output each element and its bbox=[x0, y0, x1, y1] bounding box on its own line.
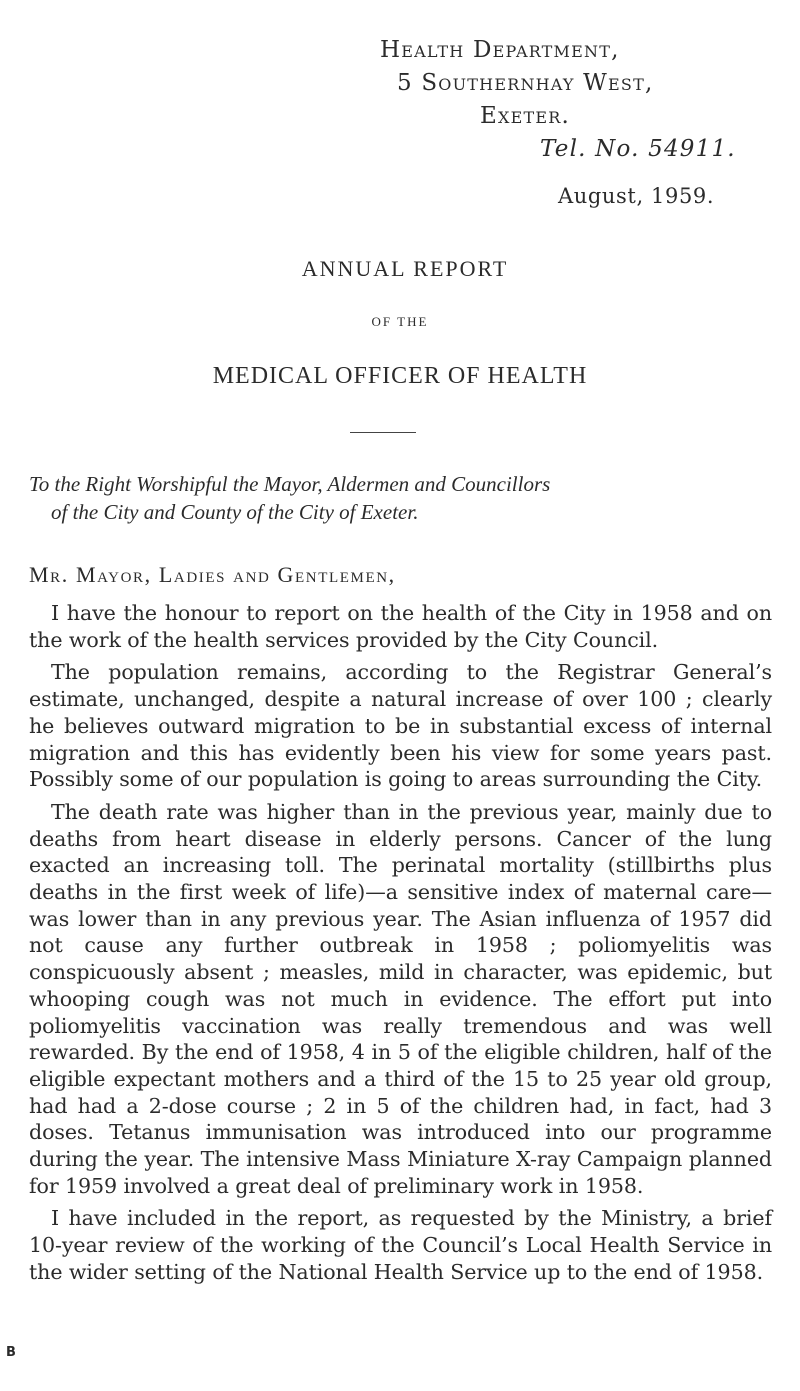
paragraph-ten-year-review: I have included in the report, as requested by the Ministry, a brief 10-year review of the working of the Council’s Local Health Service in the wider setting of the National Health Service up to the end of 1958. bbox=[29, 1206, 772, 1284]
title-annual-report: ANNUAL REPORT bbox=[301, 256, 509, 281]
title-divider bbox=[350, 432, 416, 433]
address-line-telephone: Tel. No. 54911. bbox=[540, 136, 736, 162]
title-medical-officer: MEDICAL OFFICER OF HEALTH bbox=[212, 363, 588, 389]
address-line-department: Health Department, bbox=[380, 37, 620, 63]
report-body bbox=[29, 600, 772, 1292]
report-date: August, 1959. bbox=[558, 184, 715, 208]
paragraph-honour: I have the honour to report on the health of the City in 1958 and on the work of the health services provided by the City Council. bbox=[29, 601, 772, 652]
sender-address bbox=[380, 34, 740, 166]
paragraph-death-rate: The death rate was higher than in the previous year, mainly due to deaths from heart disease in elderly persons. Cancer of the lung exacted an increasing toll. The perinatal mortality (stillbirths plus deaths in the first week of life)—a sensitive index of maternal care—was lower than in any previous year. The Asian influenza of 1957 did not cause any further outbreak in 1958 ; poliomyelitis was conspicuously absent ; measles, mild in character, was epidemic, but whooping cough was not much in evidence. The effort put into poliomyelitis vaccination was really tremendous and was well rewarded. By the end of 1958, 4 in 5 of the eligible children, half of the eligible expectant mothers and a third of the 15 to 25 year old group, had had a 2-dose course ; 2 in 5 of the children had, in fact, had 3 doses. Tetanus immunisation was introduced into our programme during the year. The intensive Mass Miniature X-ray Campaign planned for 1959 involved a great deal of preliminary work in 1958. bbox=[29, 799, 772, 1198]
addressee-line-2: of the City and County of the City of Exeter. bbox=[51, 500, 419, 524]
address-line-city: Exeter. bbox=[480, 103, 570, 129]
paragraph-population: The population remains, according to the Registrar General’s estimate, unchanged, despite a natural increase of over 100 ; clearly he believes outward migration to be in substantial excess of internal migration and this has evidently been his view for some years past. Possibly some of our population is going to areas surrounding the City. bbox=[29, 660, 772, 792]
salutation: Mr. Mayor, Ladies and Gentlemen, bbox=[29, 562, 396, 587]
addressee-line-1: To the Right Worshipful the Mayor, Aldermen and Councillors bbox=[29, 472, 551, 496]
addressee bbox=[29, 470, 789, 526]
signature-mark: B bbox=[6, 1345, 16, 1360]
address-line-street: 5 Southernhay West, bbox=[397, 70, 654, 96]
title-of-the: OF THE bbox=[371, 314, 429, 329]
